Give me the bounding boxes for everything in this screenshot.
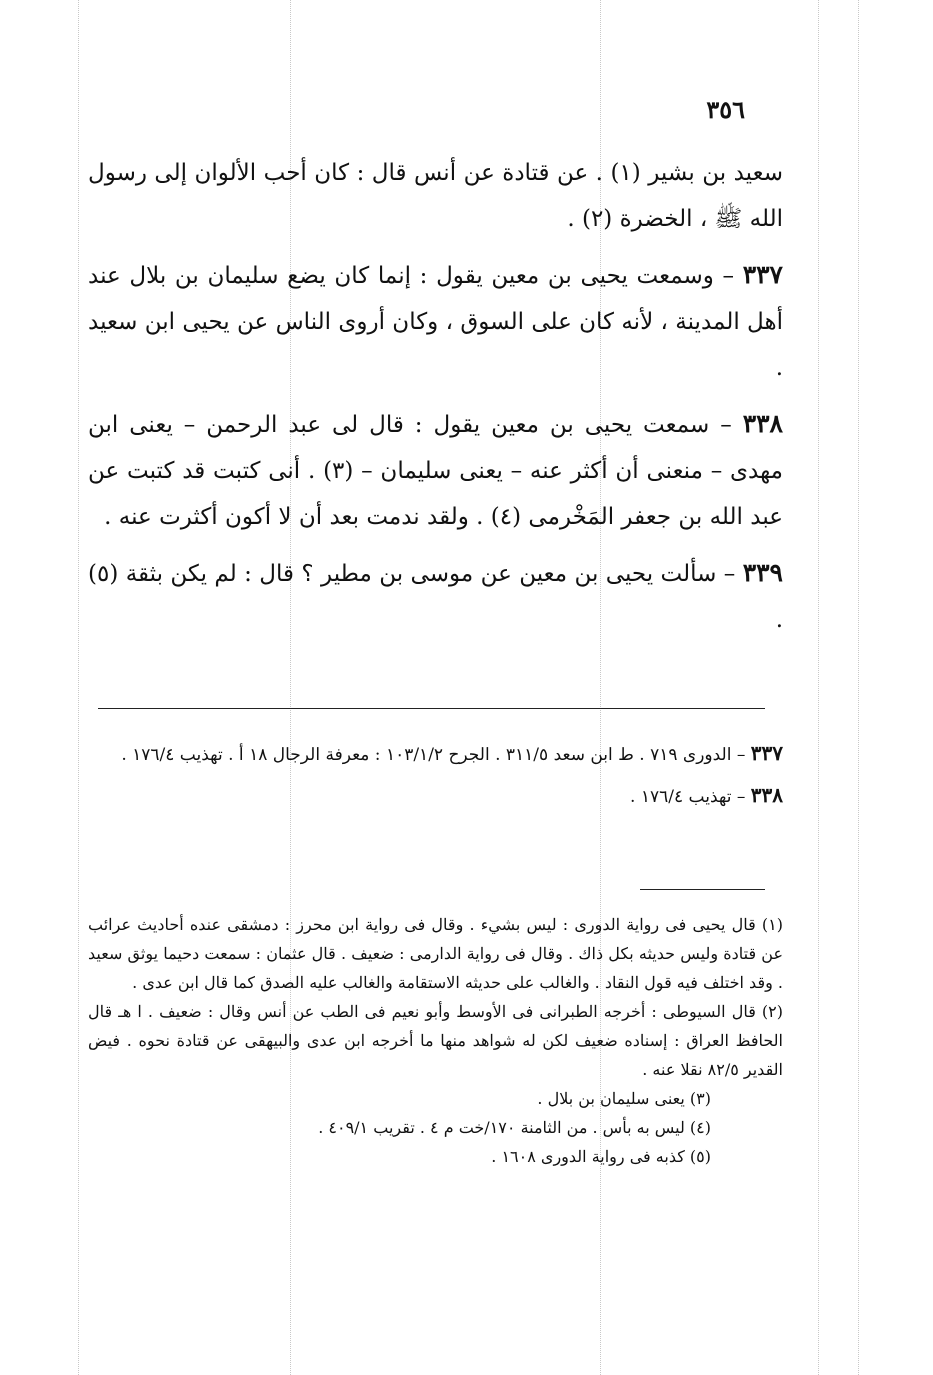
footnote-divider [640, 889, 765, 890]
footnote-3: (٣) يعنى سليمان بن بلال . [537, 1089, 711, 1108]
reference-number: ٣٣٧ [750, 741, 783, 765]
scan-line [818, 0, 819, 1375]
reference-338 [88, 775, 783, 817]
main-text [88, 150, 783, 653]
scan-line [858, 0, 859, 1375]
paragraph-338 [88, 401, 783, 540]
footnote-4: (٤) ليس به بأس . من الثامنة ١٧٠/خت م ٤ . تقريب ٤٠٩/١ . [318, 1118, 711, 1137]
paragraph-text: – وسمعت يحيى بن معين يقول : إنما كان يضع سليمان بن بلال عند أهل المدينة ، لأنه كان على السوق ، وكان أروى الناس عن يحيى ابن سعيد . [88, 263, 783, 381]
paragraph-text: – سألت يحيى بن معين عن موسى بن مطير ؟ قال : لم يكن بثقة (٥) . [88, 561, 783, 633]
references [88, 733, 783, 817]
paragraph-text: سعيد بن بشير (١) . عن قتادة عن أنس قال : كان أحب الألوان إلى رسول الله ﷺ ، الخضرة (٢) . [88, 160, 783, 232]
footnote-5: (٥) كذبه فى رواية الدورى ١٦٠٨ . [491, 1147, 711, 1166]
footnotes [88, 910, 783, 1171]
paragraph-number: ٣٣٨ [742, 409, 783, 438]
paragraph-337 [88, 252, 783, 391]
reference-337 [88, 733, 783, 775]
page-number: ٣٥٦ [706, 95, 745, 124]
reference-text: – تهذيب ١٧٦/٤ . [630, 787, 751, 807]
footnote-1: (١) قال يحيى فى رواية الدورى : ليس بشيء . وقال فى رواية ابن محرز : دمشقى عنده أحاديث عرائب عن قتادة وليس حديثه بكل ذاك . وقال فى رواية الدارمى : ضعيف . قال عثمان : سمعت دحيما يوثق سعيد . وقد اختلف فيه قول النقاد . والغالب على حديثه الاستقامة والغالب عليه الصدق كما قال ابن عدى . [88, 915, 783, 992]
paragraph-text: – سمعت يحيى بن معين يقول : قال لى عبد الرحمن – يعنى ابن مهدى – منعنى أن أكثر عنه – يعنى سليمان – (٣) . أنى كتبت قد كتبت عن عبد الله بن جعفر المَخْرمى (٤) . ولقد ندمت بعد أن لا أكون أكثرت عنه . [88, 412, 783, 530]
divider [98, 708, 765, 709]
paragraph-number: ٣٣٩ [742, 558, 783, 587]
footnote-2: (٢) قال السيوطى : أخرجه الطبرانى فى الأوسط وأبو نعيم فى الطب عن أنس وقال : ضعيف . ا هـ قال الحافظ العراق : إسناده ضعيف لكن له شواهد منها ما أخرجه ابن عدى والبيهقى عن قتادة نحوه . فيض القدير ٨٢/٥ نقلا عنه . [88, 1002, 783, 1079]
paragraph-intro [88, 150, 783, 242]
paragraph-number: ٣٣٧ [742, 260, 783, 289]
paragraph-339 [88, 550, 783, 643]
scan-line [78, 0, 79, 1375]
reference-text: – الدورى ٧١٩ . ط ابن سعد ٣١١/٥ . الجرح ١٠٣/١/٢ : معرفة الرجال ١٨ أ . تهذيب ١٧٦/٤ . [121, 745, 751, 765]
reference-number: ٣٣٨ [750, 783, 783, 807]
